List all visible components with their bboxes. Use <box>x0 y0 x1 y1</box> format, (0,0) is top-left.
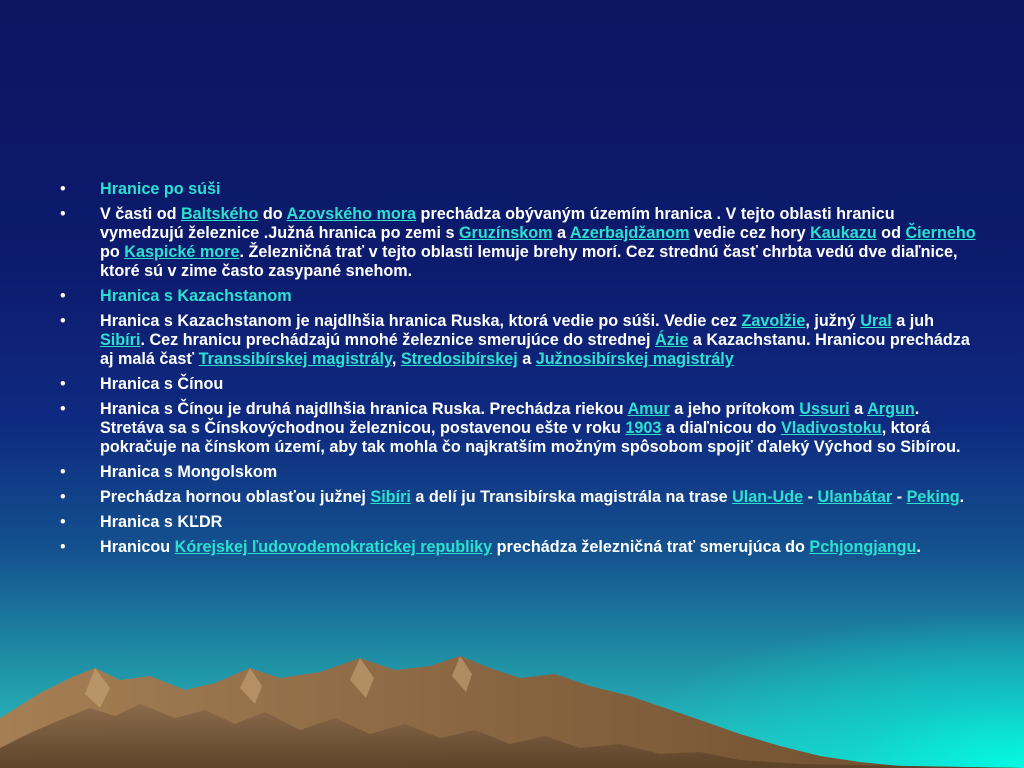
text-run: prechádza železničná trať smerujúca do <box>492 538 810 556</box>
bullet-item <box>56 205 976 281</box>
hyperlink[interactable]: Čierneho <box>905 224 976 242</box>
text-run: Hranica s Kazachstanom <box>100 287 292 305</box>
bullet-dot-icon: • <box>60 488 66 506</box>
hyperlink[interactable]: Vladivostoku <box>780 419 882 437</box>
section-heading <box>56 287 976 306</box>
hyperlink[interactable]: Ulan-Ude <box>732 488 804 506</box>
text-run: vedie cez hory <box>689 224 811 242</box>
hyperlink[interactable]: Pchjongjangu <box>809 538 917 556</box>
bullet-dot-icon: • <box>60 180 66 198</box>
hyperlink[interactable]: Gruzínskom <box>458 224 553 242</box>
text-run: . Cez hranicu prechádzajú mnohé železnice smerujúce do strednej <box>140 331 656 349</box>
bullet-item <box>56 513 976 532</box>
bullet-dot-icon: • <box>60 205 66 223</box>
hyperlink[interactable]: Kórejskej ľudovodemokratickej republiky <box>174 538 493 556</box>
hyperlink[interactable]: Južnosibírskej magistrály <box>535 350 734 368</box>
hyperlink[interactable]: Amur <box>627 400 670 418</box>
bullet-item <box>56 538 976 557</box>
text-run: . Železničná trať v tejto oblasti lemuje brehy morí. Cez strednú časť chrbta vedú dve diaľnice, ktoré sú v zime často zasypané snehom. <box>100 243 958 280</box>
bullet-dot-icon: • <box>60 463 66 481</box>
hyperlink[interactable]: Ussuri <box>799 400 850 418</box>
text-run: Hranica s Čínou <box>100 375 224 393</box>
text-run: . <box>959 488 965 506</box>
hyperlink[interactable]: Kaukazu <box>810 224 877 242</box>
text-run: - <box>892 488 907 506</box>
text-run: a jeho prítokom <box>669 400 800 418</box>
text-run: a juh <box>891 312 934 330</box>
bullet-dot-icon: • <box>60 287 66 305</box>
bullet-item <box>56 312 976 369</box>
hyperlink[interactable]: Stredosibírskej <box>400 350 518 368</box>
text-run: . <box>916 538 921 556</box>
bullet-list <box>56 180 976 557</box>
hyperlink[interactable]: Sibíri <box>370 488 411 506</box>
text-run: , južný <box>805 312 861 330</box>
mountain-range-illustration <box>0 638 1024 768</box>
hyperlink[interactable]: Ulanbátar <box>817 488 893 506</box>
text-run: a Kazachstanu. Hranicou prechádza aj malá časť <box>100 331 970 368</box>
text-run: Hranica s KĽDR <box>100 513 223 531</box>
text-run: , <box>391 350 401 368</box>
hyperlink[interactable]: Sibíri <box>100 331 141 349</box>
bullet-dot-icon: • <box>60 513 66 531</box>
text-run: - <box>803 488 818 506</box>
text-run: Hranice po súši <box>100 180 221 198</box>
hyperlink[interactable]: 1903 <box>625 419 662 437</box>
bullet-item <box>56 488 976 507</box>
text-run: a <box>849 400 868 418</box>
text-run: . Stretáva sa s Čínskovýchodnou železnicou, postavenou ešte v roku <box>100 400 920 437</box>
text-run: , ktorá pokračuje na čínskom území, aby tak mohla čo najkratším možným spôsobom spojiť ďaleký Východ so Sibírou. <box>100 419 961 456</box>
hyperlink[interactable]: Argun <box>867 400 915 418</box>
section-heading <box>56 180 976 199</box>
bullet-dot-icon: • <box>60 538 66 556</box>
hyperlink[interactable]: Zavolžie <box>741 312 806 330</box>
text-run: Hranicou <box>100 538 175 556</box>
text-run: Hranica s Kazachstanom je najdlhšia hranica Ruska, ktorá vedie po súši. Vedie cez <box>100 312 742 330</box>
bullet-item <box>56 400 976 457</box>
text-run: do <box>258 205 287 223</box>
text-run: Prechádza hornou oblasťou južnej <box>100 488 371 506</box>
text-run: Hranica s Mongolskom <box>100 463 278 481</box>
bullet-dot-icon: • <box>60 375 66 393</box>
bullet-content <box>56 180 976 563</box>
hyperlink[interactable]: Transsibírskej magistrály <box>198 350 392 368</box>
hyperlink[interactable]: Peking <box>906 488 960 506</box>
bullet-item <box>56 463 976 482</box>
hyperlink[interactable]: Azovského mora <box>286 205 417 223</box>
text-run: a <box>517 350 536 368</box>
text-run: po <box>100 243 125 261</box>
text-run: a diaľnicou do <box>661 419 781 437</box>
text-run: a <box>552 224 570 242</box>
text-run: a delí ju Transibírska magistrála na trase <box>410 488 733 506</box>
text-run: prechádza obývaným územím hranica . V tejto oblasti hranicu vymedzujú železnice .Južná hranica po zemi s <box>100 205 895 242</box>
text-run: V časti od <box>100 205 181 223</box>
hyperlink[interactable]: Azerbajdžanom <box>569 224 690 242</box>
text-run: Hranica s Čínou je druhá najdlhšia hranica Ruska. Prechádza riekou <box>100 400 628 418</box>
bullet-item <box>56 375 976 394</box>
text-run: od <box>876 224 906 242</box>
hyperlink[interactable]: Kaspické more <box>124 243 240 261</box>
bullet-dot-icon: • <box>60 312 66 330</box>
hyperlink[interactable]: Ural <box>860 312 892 330</box>
hyperlink[interactable]: Baltského <box>180 205 259 223</box>
bullet-dot-icon: • <box>60 400 66 418</box>
hyperlink[interactable]: Ázie <box>655 331 689 349</box>
